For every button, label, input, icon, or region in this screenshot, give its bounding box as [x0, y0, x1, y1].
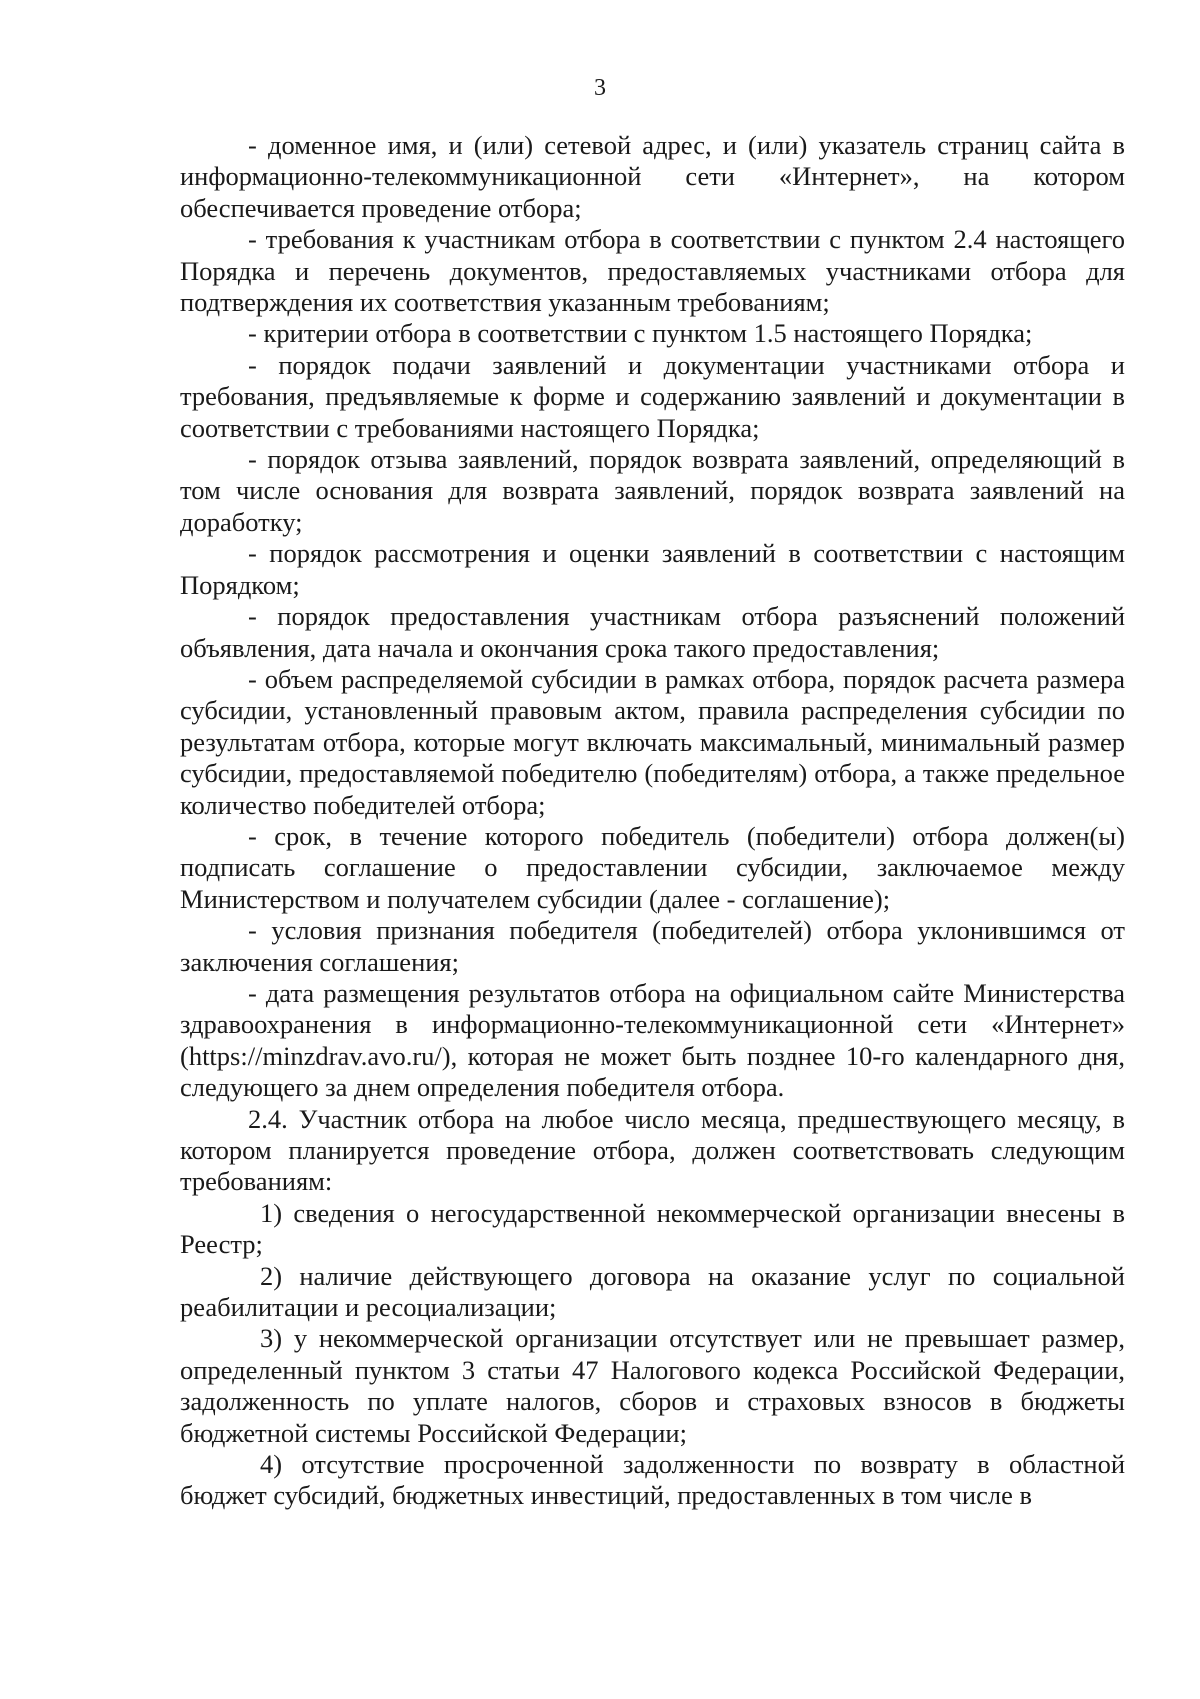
paragraph-withdrawal-procedure: - порядок отзыва заявлений, порядок возврата заявлений, определяющий в том числе основания для возврата заявлений, порядок возврата заявлений на доработку;: [180, 444, 1125, 537]
paragraph-participant-requirements: - требования к участникам отбора в соответствии с пунктом 2.4 настоящего Порядка и перечень документов, предоставляемых участниками отбора для подтверждения их соответствия указанным требованиям;: [180, 224, 1125, 318]
paragraph-domain-name: - доменное имя, и (или) сетевой адрес, и (или) указатель страниц сайта в информационно-телекоммуникационной сети «Интернет», на котором обеспечивается проведение отбора;: [180, 130, 1125, 223]
paragraph-review-procedure: - порядок рассмотрения и оценки заявлений в соответствии с настоящим Порядком;: [180, 538, 1125, 600]
paragraph-selection-criteria: - критерии отбора в соответствии с пунктом 1.5 настоящего Порядка;: [248, 318, 1033, 349]
paragraph-requirement-3: 3) у некоммерческой организации отсутствует или не превышает размер, определенный пунктом 3 статьи 47 Налогового кодекса Российской Федерации, задолженность по уплате налогов, сборов и страховых взносов в бюджеты бюджетной системы Российской Федерации;: [180, 1323, 1125, 1448]
paragraph-subsidy-volume: - объем распределяемой субсидии в рамках отбора, порядок расчета размера субсидии, установленный правовым актом, правила распределения субсидии по результатам отбора, которые могут включать максимальный, минимальный размер субсидии, предоставляемой победителю (победителям) отбора, а также предельное количество победителей отбора;: [180, 663, 1125, 820]
paragraph-evasion-conditions: - условия признания победителя (победителей) отбора уклонившимся от заключения соглашения;: [180, 915, 1125, 977]
document-body: [180, 130, 1125, 1512]
paragraph-clarifications: - порядок предоставления участникам отбора разъяснений положений объявления, дата начала и окончания срока такого предоставления;: [180, 601, 1125, 663]
paragraph-requirement-1: 1) сведения о негосударственной некоммерческой организации внесены в Реестр;: [180, 1197, 1125, 1260]
paragraph-signing-deadline: - срок, в течение которого победитель (победители) отбора должен(ы) подписать соглашение о предоставлении субсидии, заключаемое между Министерством и получателем субсидии (далее - соглашение);: [180, 820, 1125, 914]
paragraph-requirement-4: 4) отсутствие просроченной задолженности по возврату в областной бюджет субсидий, бюджетных инвестиций, предоставленных в том числе в: [180, 1449, 1125, 1511]
paragraph-requirement-2: 2) наличие действующего договора на оказание услуг по социальной реабилитации и ресоциализации;: [180, 1260, 1125, 1323]
paragraph-submission-procedure: - порядок подачи заявлений и документации участниками отбора и требования, предъявляемые к форме и содержанию заявлений и документации в соответствии с требованиями настоящего Порядка;: [180, 349, 1125, 443]
page-number: 3: [594, 75, 606, 101]
paragraph-section-2-4: 2.4. Участник отбора на любое число месяца, предшествующего месяцу, в котором планируется проведение отбора, должен соответствовать следующим требованиям:: [180, 1103, 1125, 1197]
paragraph-results-date: - дата размещения результатов отбора на официальном сайте Министерства здравоохранения в информационно-телекоммуникационной сети «Интернет» (https://minzdrav.avo.ru/), которая не может быть позднее 10-го календарного дня, следующего за днем определения победителя отбора.: [180, 977, 1125, 1103]
